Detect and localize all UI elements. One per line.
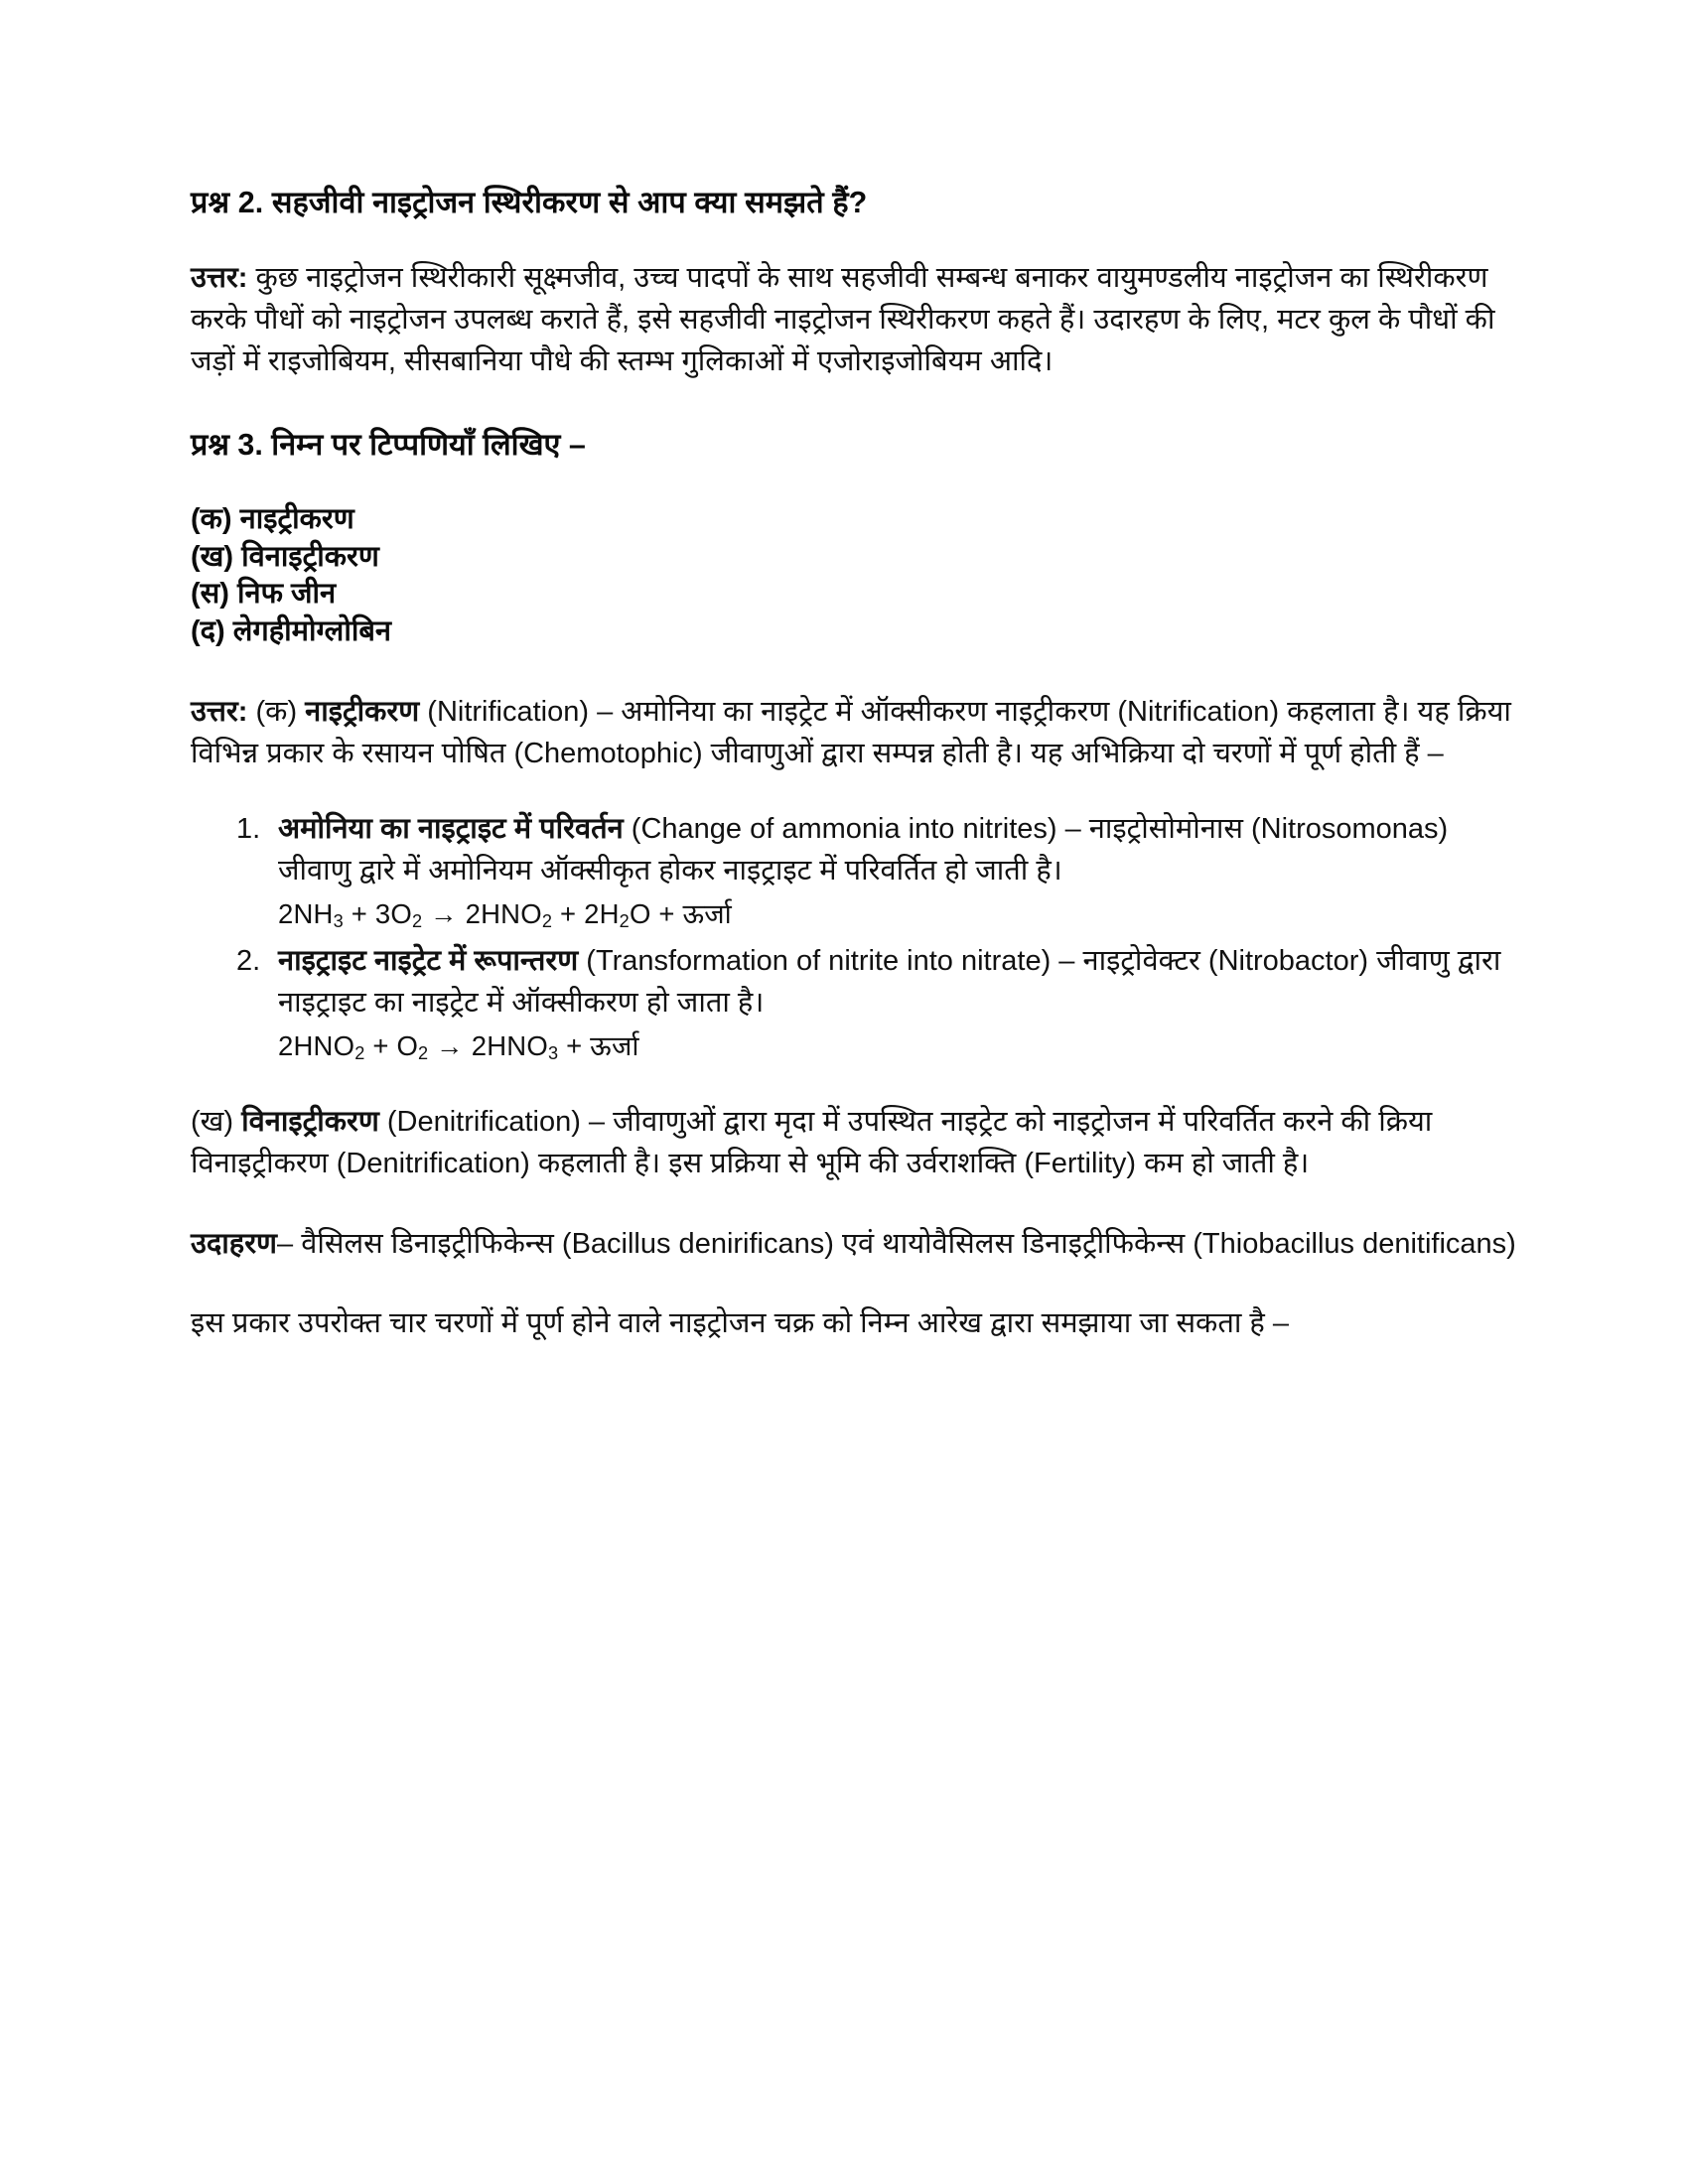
answer-part-a-body: (Nitrification) – अमोनिया का नाइट्रेट में ऑक्सीकरण नाइट्रीकरण (Nitrification) कहलाता है। यह क्रिया विभिन्न प्रकार के रसायन पोषित (Chemotophic) जीवाणुओं द्वारा सम्पन्न होती है। यह अभिक्रिया दो चरणों में पूर्ण होती हैं –: [191, 695, 1511, 769]
step-1-term: अमोनिया का नाइट्राइट में परिवर्तन: [278, 812, 624, 845]
question-2-answer: [191, 257, 1521, 383]
term-denitrification: विनाइट्रीकरण: [241, 1106, 379, 1139]
document-content: [191, 184, 1521, 1344]
answer-label-q3: उत्तर:: [191, 695, 248, 728]
example-label: उदाहरण: [191, 1227, 278, 1260]
question-3-part-b: [191, 1101, 1521, 1184]
example-body: – वैसिलस डिनाइट्रीफिकेन्स (Bacillus denirificans) एवं थायोवैसिलस डिनाइट्रीफिकेन्स (Thiobacillus denitificans): [277, 1227, 1516, 1260]
question-3-answer-intro: [191, 691, 1521, 774]
step-2-term: नाइट्राइट नाइट्रेट में रूपान्तरण: [278, 944, 579, 977]
part-b-marker: (ख): [191, 1106, 242, 1139]
step-1-text: (Change of ammonia into nitrites) – नाइट्रोसोमोनास (Nitrosomonas) जीवाणु द्वारे में अमोनियम ऑक्सीकृत होकर नाइट्राइट में परिवर्तित हो जाती है।: [278, 812, 1449, 887]
step-1-equation: $2NH_3 + 3O_2 \to 2HNO_2 + 2H_2O$ + ऊर्जा: [278, 898, 732, 932]
nitrification-steps-list: [191, 808, 1521, 1067]
answer-part-a-marker: (क): [247, 695, 306, 728]
closing-paragraph: इस प्रकार उपरोक्त चार चरणों में पूर्ण होने वाले नाइट्रोजन चक्र को निम्न आरेख द्वारा समझाया जा सकता है –: [191, 1306, 1290, 1339]
list-item: (द) लेगहीमोग्लोबिन: [191, 614, 392, 647]
answer-label-q2: उत्तर:: [191, 261, 248, 294]
question-3-topic-list: [191, 501, 1521, 651]
list-item: [191, 808, 1521, 936]
list-item: (स) निफ जीन: [191, 578, 337, 611]
list-item: [191, 940, 1521, 1068]
step-2-equation: $2HNO_2 + O_2 \to 2HNO_3$ + ऊर्जा: [278, 1029, 639, 1063]
part-b-body: (Denitrification) – जीवाणुओं द्वारा मृदा में उपस्थित नाइट्रेट को नाइट्रोजन में परिवर्तित करने की क्रिया विनाइट्रीकरण (Denitrification) कहलाती है। इस प्रक्रिया से भूमि की उर्वराशक्ति (Fertility) कम हो जाती है।: [191, 1106, 1433, 1180]
list-item: (क) नाइट्रीकरण: [191, 502, 354, 535]
denitrification-example: [191, 1223, 1521, 1265]
term-nitrification: नाइट्रीकरण: [305, 695, 420, 728]
step-2-text: (Transformation of nitrite into nitrate) – नाइट्रोवेक्टर (Nitrobactor) जीवाणु द्वारा नाइट्राइट का नाइट्रेट में ऑक्सीकरण हो जाता है।: [278, 944, 1501, 1019]
question-3-heading: प्रश्न 3. निम्न पर टिप्पणियाँ लिखिए –: [191, 428, 586, 463]
question-2-heading: प्रश्न 2. सहजीवी नाइट्रोजन स्थिरीकरण से आप क्या समझते हैं?: [191, 186, 868, 219]
answer-body-q2: कुछ नाइट्रोजन स्थिरीकारी सूक्ष्मजीव, उच्च पादपों के साथ सहजीवी सम्बन्ध बनाकर वायुमण्डलीय नाइट्रोजन का स्थिरीकरण करके पौधों को नाइट्रोजन उपलब्ध कराते हैं, इसे सहजीवी नाइट्रोजन स्थिरीकरण कहते हैं। उदारहण के लिए, मटर कुल के पौधों की जड़ों में राइजोबियम, सीसबानिया पौधे की स्तम्भ गुलिकाओं में एजोराइजोबियम आदि।: [191, 261, 1495, 378]
list-item: (ख) विनाइट्रीकरण: [191, 540, 379, 573]
